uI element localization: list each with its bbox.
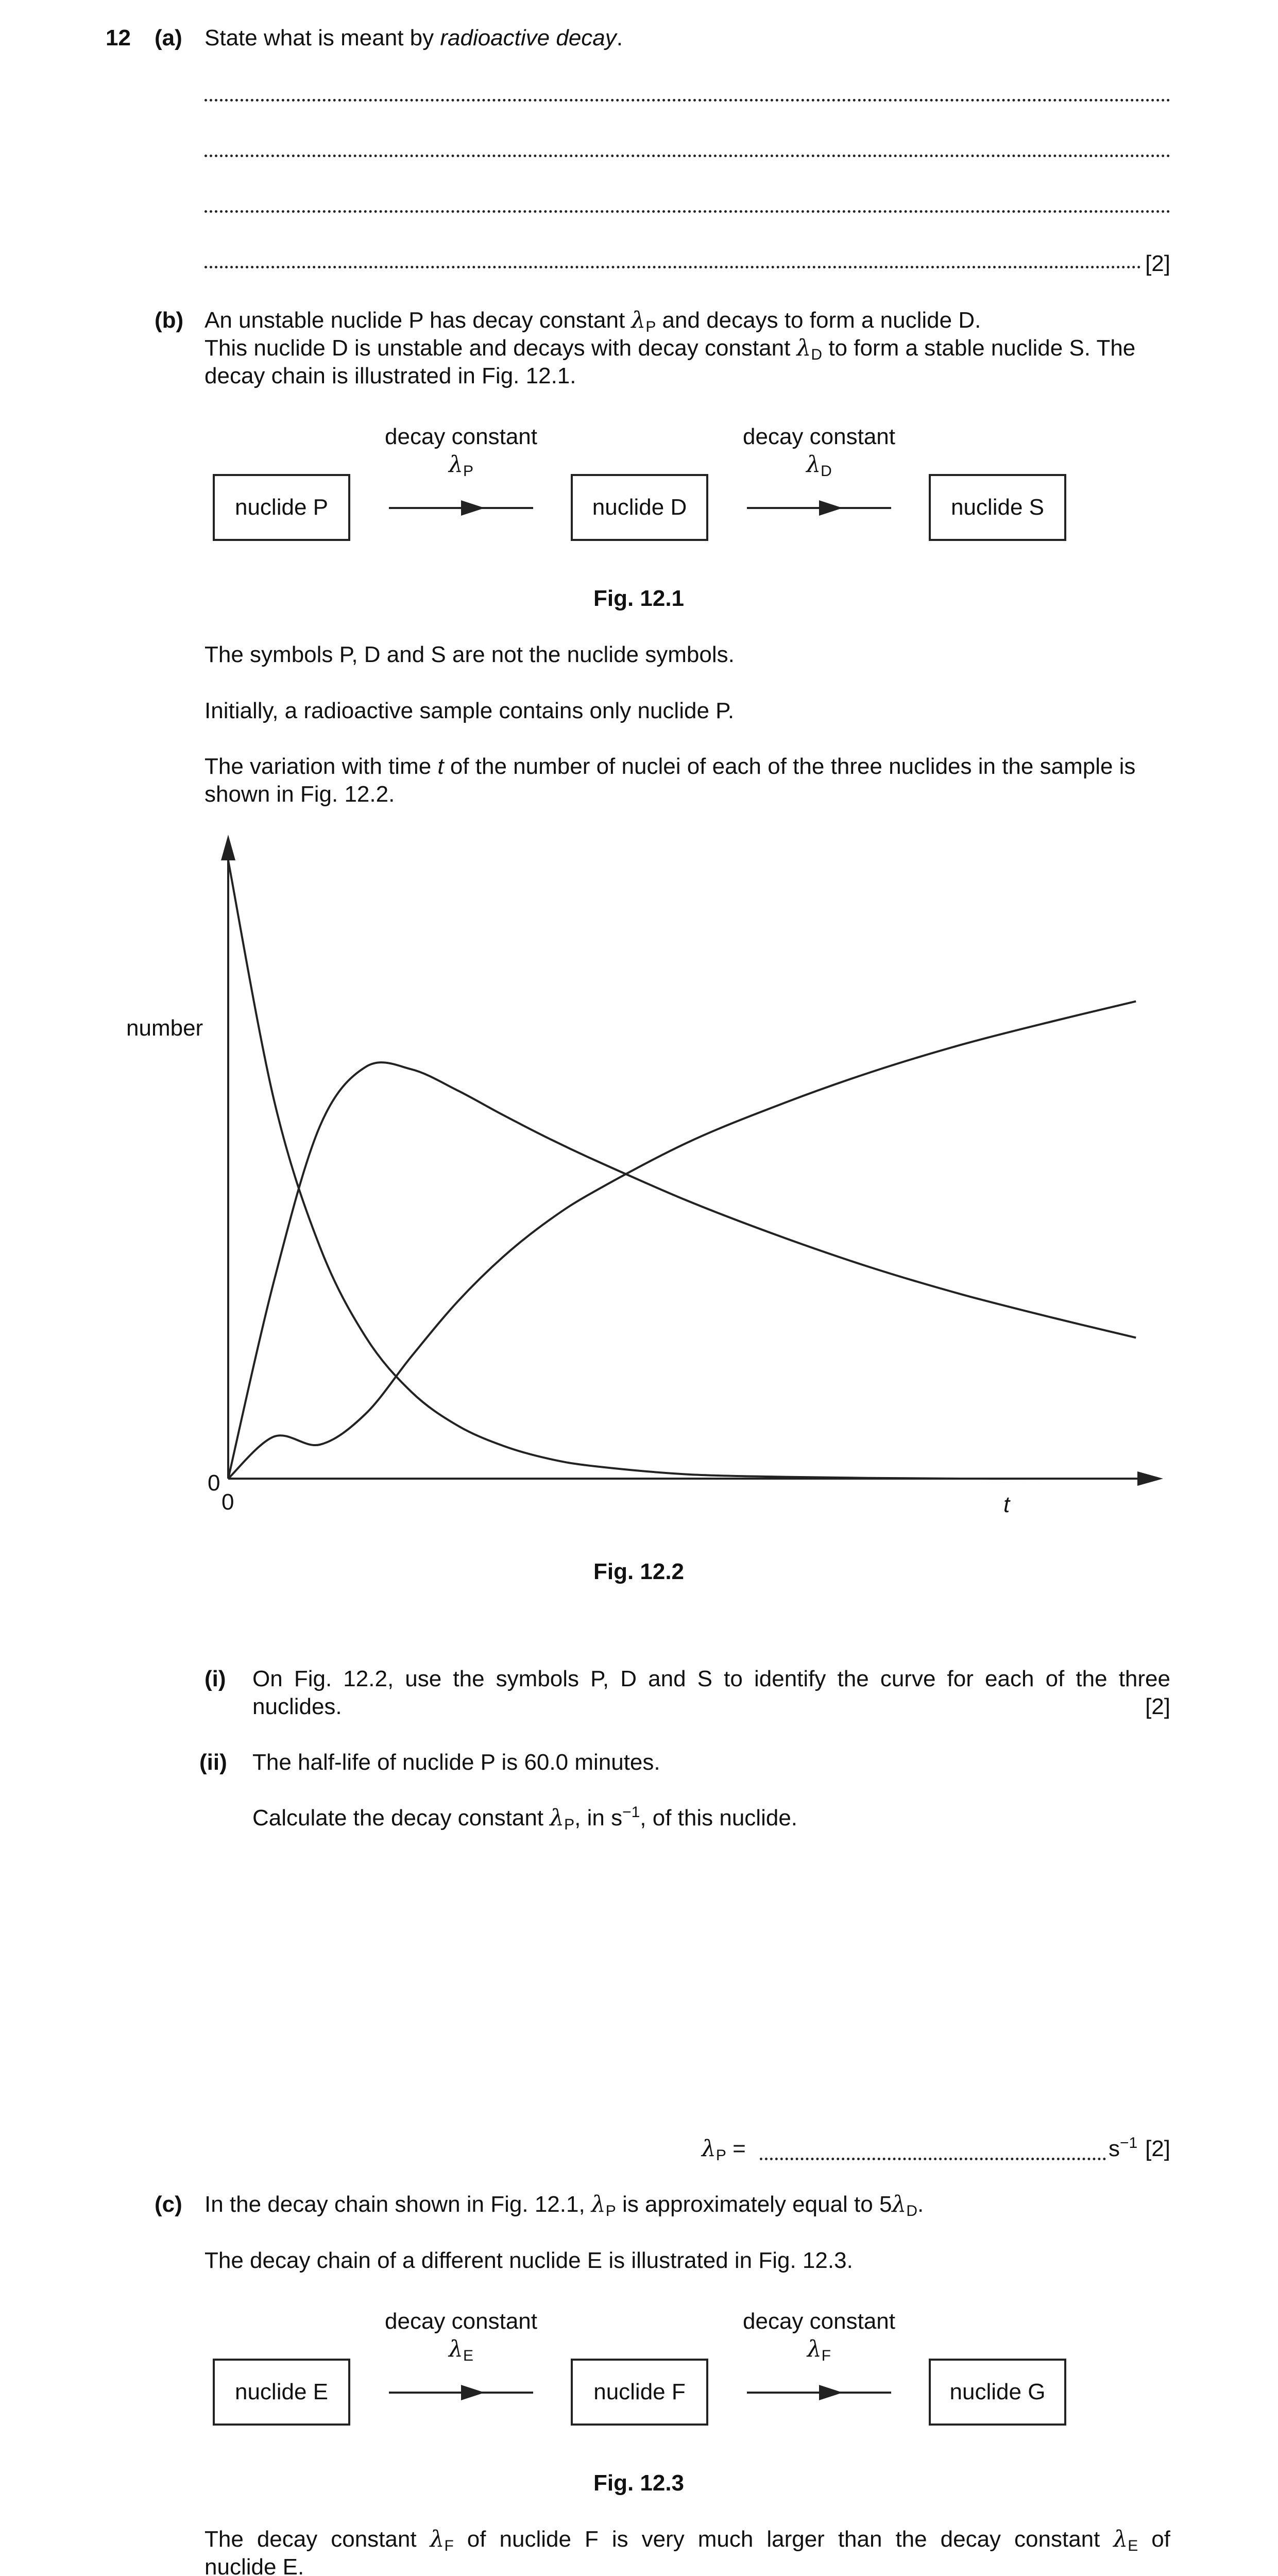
- part-c-p1a: The decay constant: [205, 2527, 430, 2552]
- sub-ii-label: (ii): [199, 1750, 227, 1775]
- part-a-label: (a): [155, 25, 182, 50]
- decay-arrow-p: [389, 507, 533, 509]
- part-b-intro-line2: [205, 335, 1135, 362]
- lambda-sub-p: P: [463, 463, 473, 480]
- nuclide-d-label: nuclide D: [592, 494, 687, 520]
- sub-i-line2: nuclides.: [252, 1694, 342, 1719]
- lambda-sub-d: D: [811, 346, 823, 363]
- decay-arrow-d: [747, 507, 891, 509]
- sub-i-label: (i): [205, 1666, 226, 1691]
- curve-3: [228, 1002, 1136, 1479]
- part-b-intro-line1: [205, 307, 981, 334]
- fig3-label-e-symbol: [449, 2336, 473, 2363]
- nuclide-e-box: [213, 2359, 350, 2426]
- lambda-symbol: λ: [550, 1805, 565, 1831]
- answer-unit-sup: −1: [1120, 2134, 1138, 2151]
- variation-line1: [205, 753, 1135, 781]
- part-b-intro-2a: This nuclide D is unstable and decays with decay constant: [205, 335, 797, 361]
- part-a-text-2: .: [616, 25, 623, 50]
- x-axis-arrowhead: [1137, 1471, 1163, 1486]
- part-b-intro-1b: and decays to form a nuclide D.: [656, 308, 981, 333]
- sub-ii-sup: −1: [622, 1804, 640, 1821]
- part-c-line2: The decay chain of a different nuclide E is illustrated in Fig. 12.3.: [205, 2248, 853, 2273]
- part-b-intro-1a: An unstable nuclide P has decay constant: [205, 308, 632, 333]
- part-c-1b: is approximately equal to 5: [616, 2192, 892, 2217]
- lambda-symbol: λ: [807, 2336, 822, 2362]
- decay-arrow-f: [747, 2392, 891, 2394]
- fig1-caption: Fig. 12.1: [593, 586, 685, 611]
- sub-ii-marks: [2]: [1145, 2136, 1170, 2161]
- part-c-label: (c): [155, 2192, 182, 2217]
- lambda-sub-p: P: [605, 2202, 616, 2219]
- nuclide-f-label: nuclide F: [593, 2379, 686, 2404]
- lambda-symbol: λ: [449, 451, 463, 478]
- lambda-symbol: λ: [1113, 2526, 1128, 2552]
- fig2-caption: Fig. 12.2: [593, 1559, 685, 1584]
- nuclide-e-label: nuclide E: [234, 2379, 328, 2404]
- answer-lambda-p-label: [702, 2136, 746, 2163]
- answer-line-a4[interactable]: [205, 266, 1141, 268]
- sub-ii-2b: , in s: [574, 1805, 623, 1831]
- fig1-label-d-symbol: [806, 451, 832, 479]
- chart-xlabel: t: [1003, 1492, 1010, 1517]
- chart-y-origin-label: 0: [208, 1470, 220, 1496]
- fig3-label-f-text: decay constant: [743, 2309, 895, 2334]
- part-a-text-1: State what is meant by: [205, 25, 440, 50]
- decay-chart: [0, 835, 1278, 1546]
- part-c-1c: .: [917, 2192, 924, 2217]
- lambda-symbol: λ: [449, 2336, 463, 2362]
- part-c-p1b: of nuclide F is very much larger than the decay constant: [453, 2527, 1114, 2552]
- lambda-symbol: λ: [796, 335, 811, 361]
- fig1-label-p-symbol: [449, 451, 473, 479]
- part-c-line1: [205, 2191, 924, 2218]
- lambda-symbol: λ: [430, 2526, 445, 2552]
- part-c-1a: In the decay chain shown in Fig. 12.1,: [205, 2192, 591, 2217]
- sub-i-marks: [2]: [1145, 1694, 1170, 1719]
- answer-unit: [1109, 2136, 1137, 2163]
- nuclide-f-box: [571, 2359, 708, 2426]
- fig1-label-p-text: decay constant: [385, 424, 537, 449]
- part-b-label: (b): [155, 308, 184, 333]
- lambda-sub-p: P: [645, 318, 656, 335]
- curve-1: [228, 860, 1136, 1479]
- sub-ii-line1: The half-life of nuclide P is 60.0 minutes.: [252, 1750, 660, 1775]
- sub-ii-2a: Calculate the decay constant: [252, 1805, 550, 1831]
- fig3-label-e-text: decay constant: [385, 2309, 537, 2334]
- nuclide-s-box: [929, 474, 1066, 541]
- lambda-symbol: λ: [702, 2136, 716, 2162]
- part-a-text-italic: radioactive decay: [440, 25, 617, 50]
- nuclide-g-label: nuclide G: [949, 2379, 1046, 2404]
- variation-t: t: [437, 754, 444, 779]
- fig3-caption: Fig. 12.3: [593, 2470, 685, 2496]
- lambda-sub-d: D: [906, 2202, 918, 2219]
- lambda-sub-p: P: [715, 2147, 726, 2164]
- part-b-intro-line3: decay chain is illustrated in Fig. 12.1.: [205, 363, 576, 388]
- part-c-para1-line2: nuclide E.: [205, 2554, 304, 2576]
- part-a-marks: [2]: [1145, 251, 1170, 276]
- answer-line-a2[interactable]: [205, 155, 1170, 157]
- sub-ii-line2: [252, 1805, 797, 1832]
- variation-1b: of the number of nuclei of each of the three nuclides in the sample is: [444, 754, 1136, 779]
- lambda-sub-f: F: [444, 2537, 454, 2554]
- nuclide-s-label: nuclide S: [950, 494, 1044, 520]
- lambda-symbol: λ: [806, 451, 821, 478]
- note-initial: Initially, a radioactive sample contains only nuclide P.: [205, 698, 735, 723]
- variation-1a: The variation with time: [205, 754, 438, 779]
- sub-i-line1: On Fig. 12.2, use the symbols P, D and S to identify the curve for each of the three: [252, 1666, 1170, 1691]
- nuclide-d-box: [571, 474, 708, 541]
- lambda-sub-e: E: [463, 2347, 473, 2364]
- lambda-symbol: λ: [892, 2191, 907, 2217]
- nuclide-g-box: [929, 2359, 1066, 2426]
- lambda-sub-d: D: [821, 463, 832, 480]
- chart-plot: [221, 835, 1163, 1486]
- answer-equals: =: [726, 2136, 746, 2161]
- lambda-sub-p: P: [564, 1816, 575, 1833]
- answer-line-a1[interactable]: [205, 99, 1170, 101]
- part-a-prompt: [205, 25, 623, 52]
- part-c-p1c: of: [1138, 2527, 1170, 2552]
- decay-arrow-e: [389, 2392, 533, 2394]
- lambda-sub-e: E: [1128, 2537, 1138, 2554]
- answer-line-a3[interactable]: [205, 210, 1170, 213]
- nuclide-p-box: [213, 474, 350, 541]
- y-axis-arrowhead: [221, 835, 235, 860]
- fig3-label-f-symbol: [807, 2336, 831, 2363]
- note-symbols: The symbols P, D and S are not the nuclide symbols.: [205, 642, 735, 667]
- part-b-intro-2b: to form a stable nuclide S. The: [822, 335, 1136, 361]
- lambda-symbol: λ: [631, 307, 646, 333]
- question-number: 12: [106, 25, 131, 50]
- lambda-symbol: λ: [591, 2191, 606, 2217]
- variation-line2: shown in Fig. 12.2.: [205, 782, 395, 807]
- chart-ylabel: number: [126, 1015, 203, 1041]
- fig1-label-d-text: decay constant: [743, 424, 895, 449]
- nuclide-p-label: nuclide P: [234, 494, 328, 520]
- chart-x-origin-label: 0: [221, 1489, 234, 1515]
- part-c-para1-line1: [205, 2526, 1170, 2553]
- answer-line-lambda-p[interactable]: [760, 2158, 1106, 2160]
- sub-ii-2c: , of this nuclide.: [640, 1805, 798, 1831]
- lambda-sub-f: F: [821, 2347, 831, 2364]
- answer-unit-s: s: [1109, 2136, 1120, 2161]
